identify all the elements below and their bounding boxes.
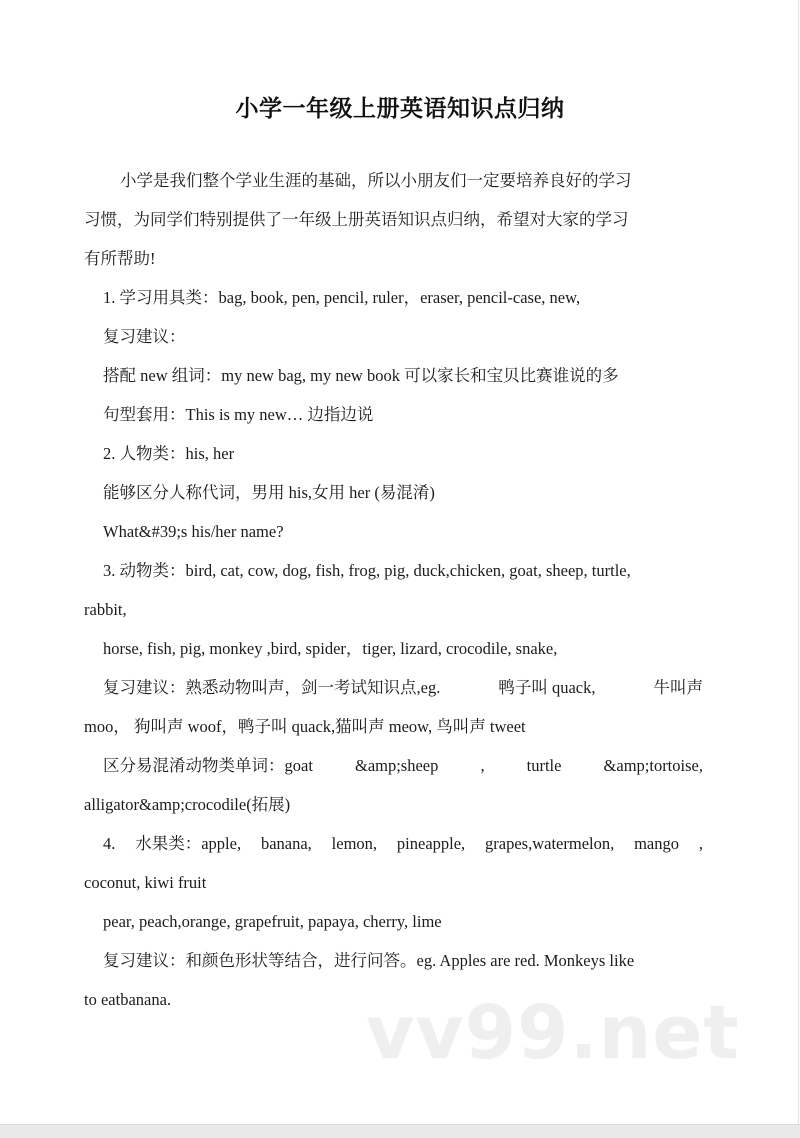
section-4-review-line-2: to eatbanana.	[84, 990, 172, 1009]
document-title: 小学一年级上册英语知识点归纳	[235, 96, 565, 122]
section-4-heading-line-2: coconut, kiwi fruit	[84, 873, 207, 892]
fruit-word: 水果类：apple,	[135, 834, 242, 853]
section-3-heading-cont: rabbit,	[84, 600, 127, 619]
section-2-heading: 2. 人物类：his, her	[103, 444, 235, 463]
section-4-review-line-1: 复习建议：和颜色形状等结合，进行问答。eg. Apples are red. Monkeys like	[103, 951, 635, 970]
section-3-more-animals: horse, fish, pig, monkey ,bird, spider，tiger, lizard, crocodile, snake,	[103, 639, 558, 658]
confusable-word: &amp;sheep	[354, 756, 439, 775]
section-4-heading-line-1	[103, 833, 703, 855]
section-1-review-label: 复习建议：	[103, 327, 186, 346]
section-3-heading: 3. 动物类：bird, cat, cow, dog, fish, frog, pig, duck,chicken, goat, sheep, turtle,	[103, 561, 631, 580]
review-text: 复习建议：熟悉动物叫声，剑一考试知识点,eg.	[103, 678, 441, 697]
fruit-sep: ,	[698, 834, 703, 853]
intro-line-2: 习惯，为同学们特别提供了一年级上册英语知识点归纳，希望对大家的学习	[84, 210, 629, 229]
fruit-word: banana,	[260, 834, 312, 853]
section-1-collocation: 搭配 new 组词：my new bag, my new book 可以家长和宝贝比赛谁说的多	[103, 366, 619, 385]
confusable-word: turtle	[526, 756, 562, 775]
fruit-word: lemon,	[331, 834, 378, 853]
section-3-confusable-line-2: alligator&amp;crocodile(拓展)	[84, 795, 291, 814]
intro-line-3: 有所帮助!	[84, 249, 156, 268]
fruit-word: pineapple,	[396, 834, 466, 853]
section-2-note: 能够区分人称代词，男用 his,女用 her (易混淆)	[103, 483, 435, 502]
section-3-review-line-1	[103, 677, 703, 699]
confusable-word: &amp;tortoise,	[603, 756, 703, 775]
cow-sound-label: 牛叫声	[653, 678, 703, 697]
section-number: 4.	[103, 834, 116, 853]
section-1-heading: 1. 学习用具类：bag, book, pen, pencil, ruler，eraser, pencil-case, new,	[103, 288, 581, 307]
watermark: vv99.net	[366, 990, 740, 1076]
section-3-confusable-line-1	[103, 755, 703, 777]
confusable-label: 区分易混淆动物类单词：goat	[103, 756, 313, 775]
section-3-review-line-2: moo， 狗叫声 woof，鸭子叫 quack,猫叫声 meow, 鸟叫声 tweet	[84, 717, 526, 736]
page-bottom-edge	[0, 1124, 800, 1138]
duck-sound: 鸭子叫 quack,	[498, 678, 596, 697]
section-2-question: What&#39;s his/her name?	[103, 522, 284, 541]
fruit-word: mango	[634, 834, 680, 853]
intro-line-1: 小学是我们整个学业生涯的基础，所以小朋友们一定要培养良好的学习	[120, 171, 632, 190]
section-1-pattern: 句型套用：This is my new… 边指边说	[103, 405, 374, 424]
confusable-sep: ,	[480, 756, 485, 775]
section-4-more-fruits: pear, peach,orange, grapefruit, papaya, cherry, lime	[103, 912, 442, 931]
fruit-word: grapes,watermelon,	[485, 834, 615, 853]
